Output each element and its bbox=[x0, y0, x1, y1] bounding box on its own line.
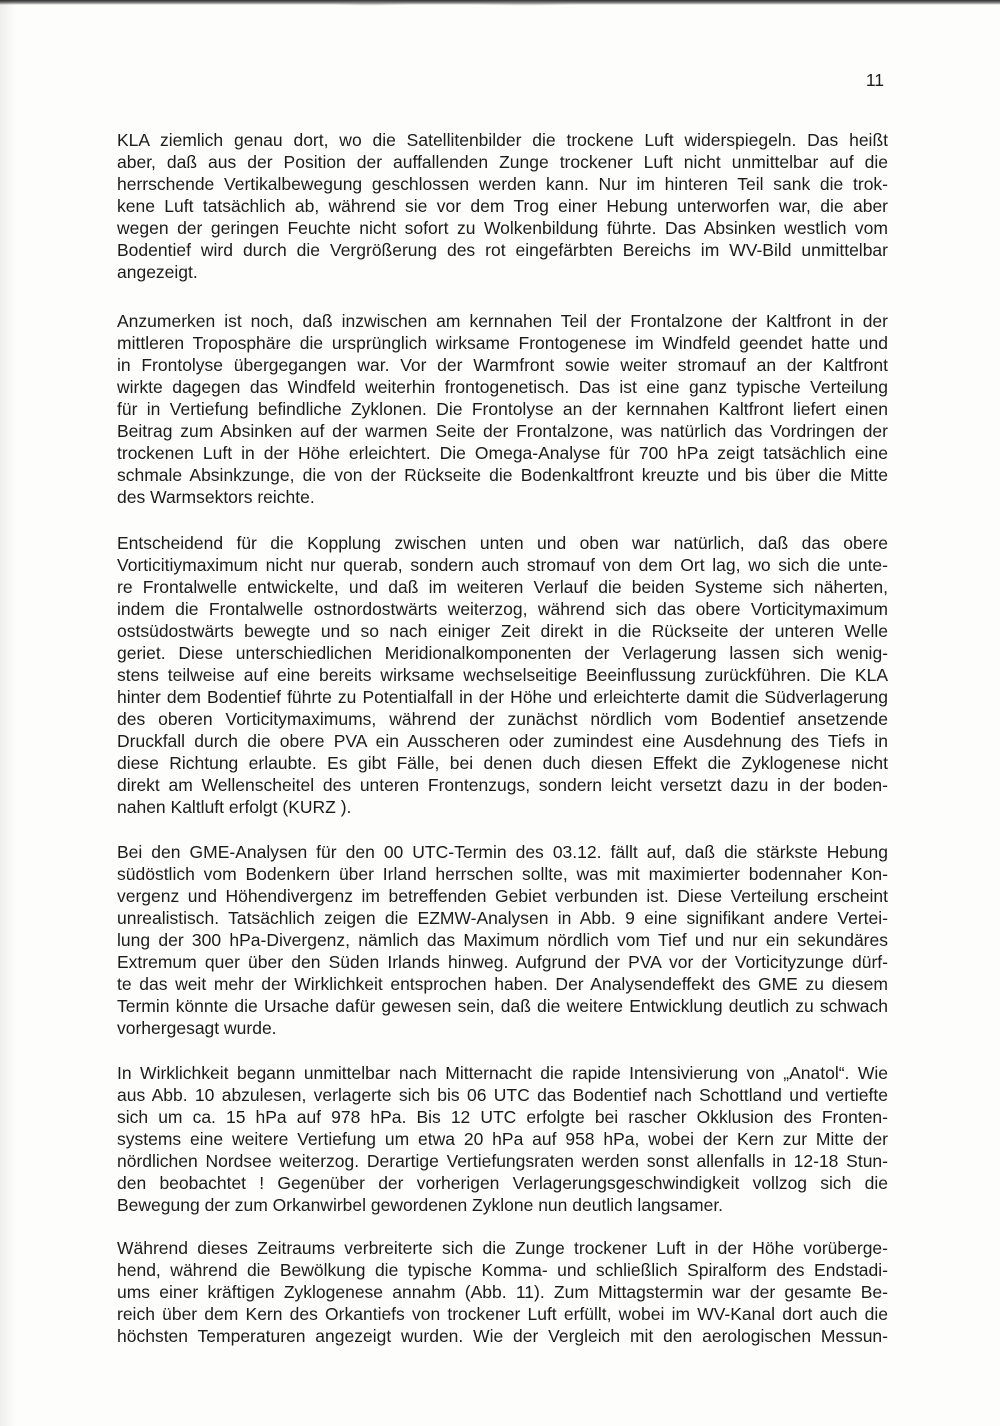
text-line: systems eine weitere Vertiefung um etwa 20 hPa auf 958 hPa, wobei der Kern zur Mitte der bbox=[117, 1129, 888, 1149]
text-line: wegen der geringen Feuchte nicht sofort zu Wolkenbildung führte. Das Absinken westlich vom bbox=[117, 218, 888, 238]
text-line: KLA ziemlich genau dort, wo die Satellitenbilder die trockene Luft widerspiegeln. Das heißt bbox=[117, 130, 888, 150]
text-line: Während dieses Zeitraums verbreiterte sich die Zunge trockener Luft in der Höhe vorüberge- bbox=[117, 1238, 888, 1258]
text-line: reich über dem Kern des Orkantiefs von trockener Luft erfüllt, wobei im WV-Kanal dort auch die bbox=[117, 1304, 888, 1324]
text-line: höchsten Temperaturen angezeigt wurden. Wie der Vergleich mit den aerologischen Messun- bbox=[117, 1326, 888, 1346]
text-line: diese Richtung erlaubte. Es gibt Fälle, bei denen duch diesen Effekt die Zyklogenese nicht bbox=[117, 753, 888, 773]
text-line: Termin könnte die Ursache dafür gewesen sein, daß die weitere Entwicklung deutlich zu schwach bbox=[117, 996, 888, 1016]
text-line: Anzumerken ist noch, daß inzwischen am kernnahen Teil der Frontalzone der Kaltfront in der bbox=[117, 311, 888, 331]
text-line: aber, daß aus der Position der auffallenden Zunge trockener Luft nicht unmittelbar auf die bbox=[117, 152, 888, 172]
text-line: Bodentief wird durch die Vergrößerung des rot eingefärbten Bereichs im WV-Bild unmittelbar bbox=[117, 240, 888, 260]
text-line: südöstlich vom Bodenkern über Irland herrschen sollte, was mit maximierter bodennaher Kon- bbox=[117, 864, 888, 884]
text-line: ums einer kräftigen Zyklogenese annahm (Abb. 11). Zum Mittagstermin war der gesamte Be- bbox=[117, 1282, 888, 1302]
text-line: hinter dem Bodentief führte zu Potentialfall in der Höhe und erleichterte damit die Südverlagerung bbox=[117, 687, 888, 707]
text-line: re Frontalwelle entwickelte, und daß im weiteren Verlauf die beiden Systeme sich näherten, bbox=[117, 577, 888, 597]
paragraph-6 bbox=[117, 1237, 888, 1347]
text-line: vergenz und Höhendivergenz im betreffenden Gebiet verbunden ist. Diese Verteilung erscheint bbox=[117, 886, 888, 906]
scan-smudge bbox=[330, 0, 410, 6]
text-line: Bei den GME-Analysen für den 00 UTC-Termin des 03.12. fällt auf, daß die stärkste Hebung bbox=[117, 842, 888, 862]
text-line: lung der 300 hPa-Divergenz, nämlich das Maximum nördlich vom Tief und nur ein sekundäres bbox=[117, 930, 888, 950]
text-line: wirkte dagegen das Windfeld weiterhin frontogenetisch. Das ist eine ganz typische Verteilung bbox=[117, 377, 888, 397]
text-line: mittleren Troposphäre die ursprünglich wirksame Frontogenese im Windfeld geendet hatte und bbox=[117, 333, 888, 353]
scan-left-shadow bbox=[0, 0, 16, 1426]
paragraph-3 bbox=[117, 532, 888, 818]
text-line: kene Luft tatsächlich ab, während sie vor dem Trog einer Hebung unterworfen war, die aber bbox=[117, 196, 888, 216]
page-number: 11 bbox=[865, 70, 884, 90]
text-line: aus Abb. 10 abzulesen, verlagerte sich bis 06 UTC das Bodentief nach Schottland und vertiefte bbox=[117, 1085, 888, 1105]
text-line: schmale Absinkzunge, die von der Rückseite die Bodenkaltfront kreuzte und bis über die Mitte bbox=[117, 465, 888, 485]
text-line: des oberen Vorticitymaximums, während der zunächst nördlich vom Bodentief ansetzende bbox=[117, 709, 888, 729]
text-line: vorhergesagt wurde. bbox=[117, 1018, 277, 1038]
text-line: unrealistisch. Tatsächlich zeigen die EZMW-Analysen in Abb. 9 eine signifikant andere Vertei- bbox=[117, 908, 888, 928]
text-line: angezeigt. bbox=[117, 262, 198, 282]
text-line: für in Vertiefung befindliche Zyklonen. Die Frontolyse an der kernnahen Kaltfront liefert einen bbox=[117, 399, 888, 419]
paragraph-5 bbox=[117, 1062, 888, 1216]
text-line: trockenen Luft in der Höhe erleichtert. Die Omega-Analyse für 700 hPa zeigt tatsächlich eine bbox=[117, 443, 888, 463]
scan-smudge bbox=[470, 0, 580, 6]
text-line: Extremum quer über den Süden Irlands hinweg. Aufgrund der PVA vor der Vorticityzunge dürf- bbox=[117, 952, 888, 972]
text-line: Vorticitiymaximum nicht nur querab, sondern auch stromauf von dem Ort lag, wo sich die unte- bbox=[117, 555, 888, 575]
text-line: in Frontolyse übergegangen war. Vor der Warmfront sowie weiter stromauf an der Kaltfront bbox=[117, 355, 888, 375]
text-line: te das weit mehr der Wirklichkeit entsprochen haben. Der Analysendeffekt des GME zu diesem bbox=[117, 974, 888, 994]
text-line: ostsüdostwärts bewegte und so nach einiger Zeit direkt in die Rückseite der unteren Welle bbox=[117, 621, 888, 641]
text-line: direkt am Wellenscheitel des unteren Frontenzugs, sondern leicht versetzt dazu in der boden- bbox=[117, 775, 888, 795]
text-line: sich um ca. 15 hPa auf 978 hPa. Bis 12 UTC erfolgte bei rascher Okklusion des Fronten- bbox=[117, 1107, 888, 1127]
text-line: Entscheidend für die Kopplung zwischen unten und oben war natürlich, daß das obere bbox=[117, 533, 888, 553]
paragraph-2 bbox=[117, 310, 888, 508]
text-line: herrschende Vertikalbewegung geschlossen werden kann. Nur im hinteren Teil sank die trok- bbox=[117, 174, 888, 194]
text-line: nahen Kaltluft erfolgt (KURZ ). bbox=[117, 797, 352, 817]
paragraph-4 bbox=[117, 841, 888, 1039]
text-line: hend, während die Bewölkung die typische Komma- und schließlich Spiralform des Endstadi- bbox=[117, 1260, 888, 1280]
text-line: Bewegung der zum Orkanwirbel gewordenen Zyklone nun deutlich langsamer. bbox=[117, 1195, 724, 1215]
text-line: stens teilweise auf eine bereits wirksame wechselseitige Beeinflussung zurückführen. Die KLA bbox=[117, 665, 888, 685]
text-line: des Warmsektors reichte. bbox=[117, 487, 315, 507]
paragraph-1 bbox=[117, 129, 888, 283]
text-line: geriet. Diese unterschiedlichen Meridionalkomponenten der Verlagerung lassen sich wenig- bbox=[117, 643, 888, 663]
text-line: Druckfall durch die obere PVA ein Ausscheren oder zumindest eine Ausdehnung des Tiefs in bbox=[117, 731, 888, 751]
text-line: nördlichen Nordsee weiterzog. Derartige Vertiefungsraten werden sonst allenfalls in 12-18 Stun- bbox=[117, 1151, 888, 1171]
text-line: den beobachtet ! Gegenüber der vorherigen Verlagerungsgeschwindigkeit vollzog sich die bbox=[117, 1173, 888, 1193]
text-line: indem die Frontalwelle ostnordostwärts weiterzog, während sich das obere Vorticitymaximum bbox=[117, 599, 888, 619]
text-line: In Wirklichkeit begann unmittelbar nach Mitternacht die rapide Intensivierung von „Anatol“. Wie bbox=[117, 1063, 888, 1083]
text-line: Beitrag zum Absinken auf der warmen Seite der Frontalzone, was natürlich das Vordringen der bbox=[117, 421, 888, 441]
